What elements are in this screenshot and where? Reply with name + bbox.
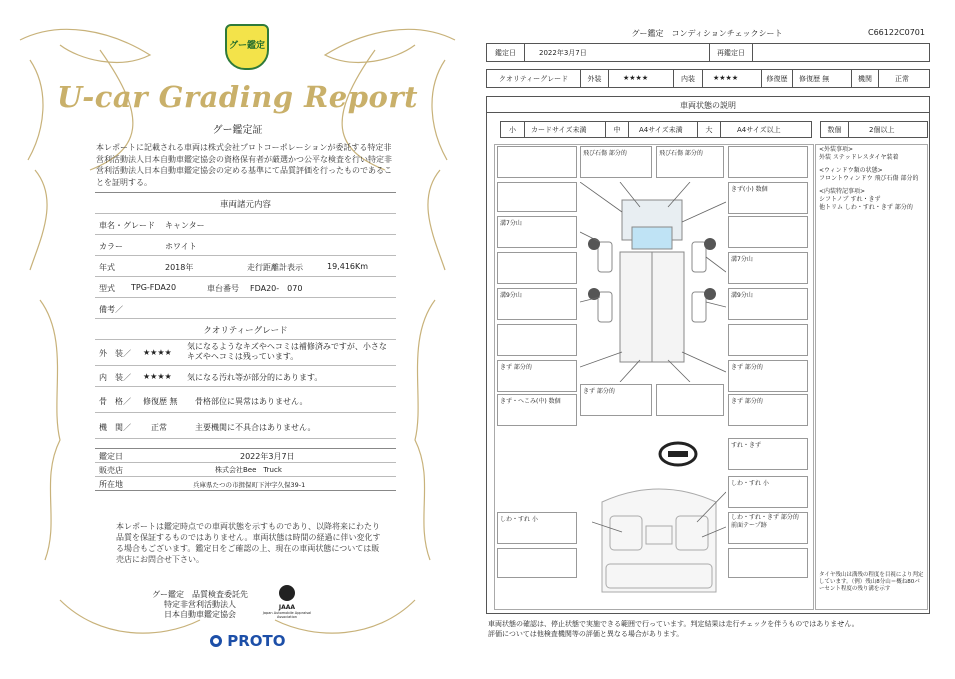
- remarks-row: [95, 298, 396, 319]
- callout-box: [728, 216, 808, 248]
- intro-text: 本レポートに記載される車両は株式会社プロトコーポレーションが委託する特定非営利活動法人日本自動車鑑定協会の資格保有者が厳選かつ公平な検査を行い特定非営利活動法人日本自動車鑑定協会の定める基準にて品質評価を行ったものであることを証明する。: [96, 143, 392, 187]
- int-label: 内 装／: [99, 373, 131, 382]
- int-text: 気になる汚れ等が部分的にあります。: [187, 373, 323, 382]
- note3-body-2: 他トリム しわ・すれ・きず 部分的: [819, 204, 913, 211]
- callout-box: [728, 476, 808, 508]
- ext-row: [95, 340, 396, 366]
- callout-box: [497, 324, 577, 356]
- qg-ext-label: 外装: [581, 70, 609, 87]
- chassis-label: 車台番号: [207, 284, 239, 293]
- mark-rear-l: きず 部分的: [500, 364, 532, 371]
- jaaa-logo: [262, 585, 312, 619]
- callout-box: [728, 182, 808, 214]
- qg-eng-label: 機関: [851, 70, 879, 87]
- ext-stars: ★★★★: [143, 348, 172, 357]
- redate-label: 再鑑定日: [709, 44, 753, 61]
- mark-steer: すれ・きず: [731, 442, 762, 449]
- year-value: 2018年: [165, 263, 194, 272]
- count-value: 2個以上: [869, 126, 895, 134]
- callout-box: [656, 384, 724, 416]
- color-value: ホワイト: [165, 242, 197, 251]
- quality-heading-row: [95, 319, 396, 340]
- color-row: [95, 235, 396, 256]
- signature-block: [140, 590, 260, 620]
- int-stars: ★★★★: [143, 372, 172, 381]
- mark-tire-rl: 溝9分山: [500, 292, 522, 299]
- mark-seat-l: しわ・すれ 小: [500, 516, 538, 523]
- notes-panel: [815, 144, 928, 610]
- quality-heading: クオリティーグレード: [203, 326, 288, 336]
- badge-text: グー鑑定: [228, 41, 265, 51]
- engine-row: [95, 413, 396, 439]
- goo-badge: [225, 24, 269, 70]
- proto-text: PROTO: [227, 632, 286, 650]
- mark-trim: しわ・すれ・きず 部分的: [731, 514, 799, 521]
- proto-mark-icon: [210, 635, 222, 647]
- remarks-label: 備考／: [99, 305, 123, 314]
- callout-box: [497, 512, 577, 544]
- note1-title: <外装事項>: [819, 146, 854, 153]
- size-legend: [500, 121, 812, 138]
- callout-box: [656, 146, 724, 178]
- addr-row: [95, 477, 396, 491]
- size-m: 中: [605, 122, 629, 137]
- callout-box: [728, 288, 808, 320]
- sheet-title: グー鑑定 コンディションチェックシート: [631, 29, 783, 38]
- mark-tape: 前面テープ跡: [731, 522, 767, 529]
- qg-rep-value: 修復歴 無: [799, 75, 830, 83]
- callout-box: [580, 146, 652, 178]
- mileage-value: 19,416Km: [327, 262, 369, 271]
- mark-rear-r: きず 部分的: [731, 364, 763, 371]
- disclaimer-2: 評価については他検査機関等の評価と異なる場合があります。: [488, 630, 684, 638]
- count-label: 数個: [821, 122, 849, 137]
- callout-box: [728, 394, 808, 426]
- date-row: [95, 449, 396, 463]
- mark-tire-rr: 溝9分山: [731, 292, 753, 299]
- callout-box: [497, 360, 577, 392]
- callout-box: [497, 548, 577, 578]
- callout-box: [497, 182, 577, 212]
- spec-table: [95, 192, 396, 491]
- callout-box: [497, 288, 577, 320]
- sheet-date-value: 2022年3月7日: [539, 49, 587, 57]
- qg-ext-stars: ★★★★: [623, 74, 649, 82]
- jaaa-sub: Japan Automobile Appraisal Association: [262, 611, 312, 619]
- mark-seat-r: しわ・すれ 小: [731, 480, 769, 487]
- qg-int-stars: ★★★★: [713, 74, 739, 82]
- chassis-value: FDA20- 070: [250, 284, 303, 293]
- shop-label: 販売店: [99, 466, 123, 475]
- count-legend: [820, 121, 928, 138]
- callout-box: [497, 146, 577, 178]
- size-s-desc: カードサイズ未満: [531, 126, 587, 134]
- shop-row: [95, 463, 396, 477]
- report-title: U-car Grading Report: [56, 80, 419, 114]
- note3-title: <内装特記事項>: [819, 188, 866, 195]
- proto-logo: [210, 632, 286, 650]
- mileage-label: 走行距離計表示: [247, 263, 303, 272]
- name-value: キャンター: [165, 221, 205, 230]
- int-row: [95, 366, 396, 387]
- frame-text: 骨格部位に異常はありません。: [195, 397, 308, 406]
- callout-box: [728, 324, 808, 356]
- size-s: 小: [501, 122, 525, 137]
- note1-body: 外装 ステッドレスタイヤ装着: [819, 154, 899, 161]
- size-l-desc: A4サイズ以上: [737, 126, 781, 134]
- engine-value: 正常: [151, 423, 167, 432]
- spec-heading: 車両諸元内容: [219, 200, 271, 210]
- callout-box: [497, 216, 577, 248]
- qg-rep-label: 修復歴: [761, 70, 793, 87]
- mark-tire-fr: 溝7分山: [731, 256, 753, 263]
- note3-body-1: シフトノブ すれ・きず: [819, 196, 881, 203]
- callout-box: [728, 146, 808, 178]
- callout-box: [728, 438, 808, 470]
- callout-box: [497, 252, 577, 284]
- callout-box: [580, 384, 652, 416]
- notes-content: [819, 146, 927, 212]
- sig-line-2: 特定非営利活動法人: [164, 600, 236, 609]
- sheet-date-label: 鑑定日: [487, 44, 525, 61]
- sheet-code: C66122C0701: [868, 28, 925, 37]
- model-label: 型式: [99, 284, 115, 293]
- model-value: TPG-FDA20: [131, 283, 177, 292]
- footer-text: 本レポートは鑑定時点での車両状態を示すものであり、以降将来にわたり品質を保証するものではありません。車両状態は時間の経過に伴い変化する場合もございます。鑑定日をご確認の上、現在の車両状態については販売店にお問合せ下さい。: [116, 522, 381, 564]
- frame-label: 骨 格／: [99, 397, 131, 406]
- mark-rear-dent: きず・へこみ(中) 数個: [500, 398, 561, 405]
- jaaa-label: JAAA: [278, 604, 296, 611]
- model-row: [95, 277, 396, 298]
- engine-text: 主要機関に不具合はありません。: [195, 423, 316, 432]
- shop-value: 株式会社Bee Truck: [215, 466, 282, 474]
- frame-value: 修復歴 無: [143, 397, 178, 406]
- color-label: カラー: [99, 242, 123, 251]
- date-value: 2022年3月7日: [240, 452, 295, 461]
- year-row: [95, 256, 396, 277]
- qg-eng-value: 正常: [895, 75, 909, 83]
- note2-title: <ウィンドウ類の状態>: [819, 167, 883, 174]
- callout-box: [497, 394, 577, 426]
- callout-box: [728, 360, 808, 392]
- mark-tire-fl: 溝7分山: [500, 220, 522, 227]
- grading-report: [0, 0, 475, 679]
- qg-int-label: 内装: [673, 70, 703, 87]
- quality-bar: [486, 69, 930, 88]
- size-m-desc: A4サイズ未満: [639, 126, 683, 134]
- note2-body: フロントウィンドウ 飛び石傷 部分的: [819, 175, 919, 182]
- mark-glass-2: 飛び石傷 部分的: [659, 150, 703, 157]
- date-bar: [486, 43, 930, 62]
- cert-heading: グー鑑定証: [212, 125, 263, 136]
- callout-box: [728, 252, 808, 284]
- qg-label: クオリティーグレード: [487, 70, 581, 87]
- callout-box: [728, 512, 808, 544]
- addr-label: 所在地: [99, 480, 123, 489]
- spacer-row: [95, 439, 396, 449]
- engine-label: 機 関／: [99, 423, 131, 432]
- date-label: 鑑定日: [99, 452, 123, 461]
- bottom-disclaimer: [488, 619, 928, 639]
- mark-front-r: きず(小) 数個: [731, 186, 768, 193]
- desc-heading: 車両状態の説明: [680, 101, 736, 110]
- jaaa-emblem-icon: [279, 585, 295, 601]
- sig-line-3: 日本自動車鑑定協会: [164, 610, 236, 619]
- year-label: 年式: [99, 263, 115, 272]
- disclaimer-1: 車両状態の確認は、停止状態で実施できる範囲で行っています。判定結果は走行チェックを伴うものではありません。: [488, 620, 859, 628]
- sig-line-1: グー鑑定 品質検査委託先: [152, 590, 248, 599]
- name-label: 車名・グレード: [99, 221, 155, 230]
- steering-wheel-icon: [658, 440, 698, 468]
- name-row: [95, 214, 396, 235]
- mark-rear-mid: きず 部分的: [583, 388, 615, 395]
- ext-text: 気になるようなキズやヘコミは補修済みですが、小さなキズやヘコミは残っています。: [187, 342, 387, 361]
- addr-value: 兵庫県たつの市揖保町下沖字久保39-1: [193, 481, 306, 489]
- size-l: 大: [697, 122, 721, 137]
- truck-diagram: [580, 182, 726, 382]
- interior-diagram: [592, 482, 726, 602]
- ext-label: 外 装／: [99, 349, 131, 358]
- mark-glass-1: 飛び石傷 部分的: [583, 150, 627, 157]
- spec-heading-row: [95, 193, 396, 214]
- frame-row: [95, 387, 396, 413]
- callout-box: [728, 548, 808, 578]
- divider: [486, 112, 930, 113]
- tire-note: タイヤ残山は溝残の程度を目視により判定しています。（例）残山8分山＝概ね80パーセント程度の残り溝を示す: [819, 572, 924, 592]
- mark-rear-r2: きず 部分的: [731, 398, 763, 405]
